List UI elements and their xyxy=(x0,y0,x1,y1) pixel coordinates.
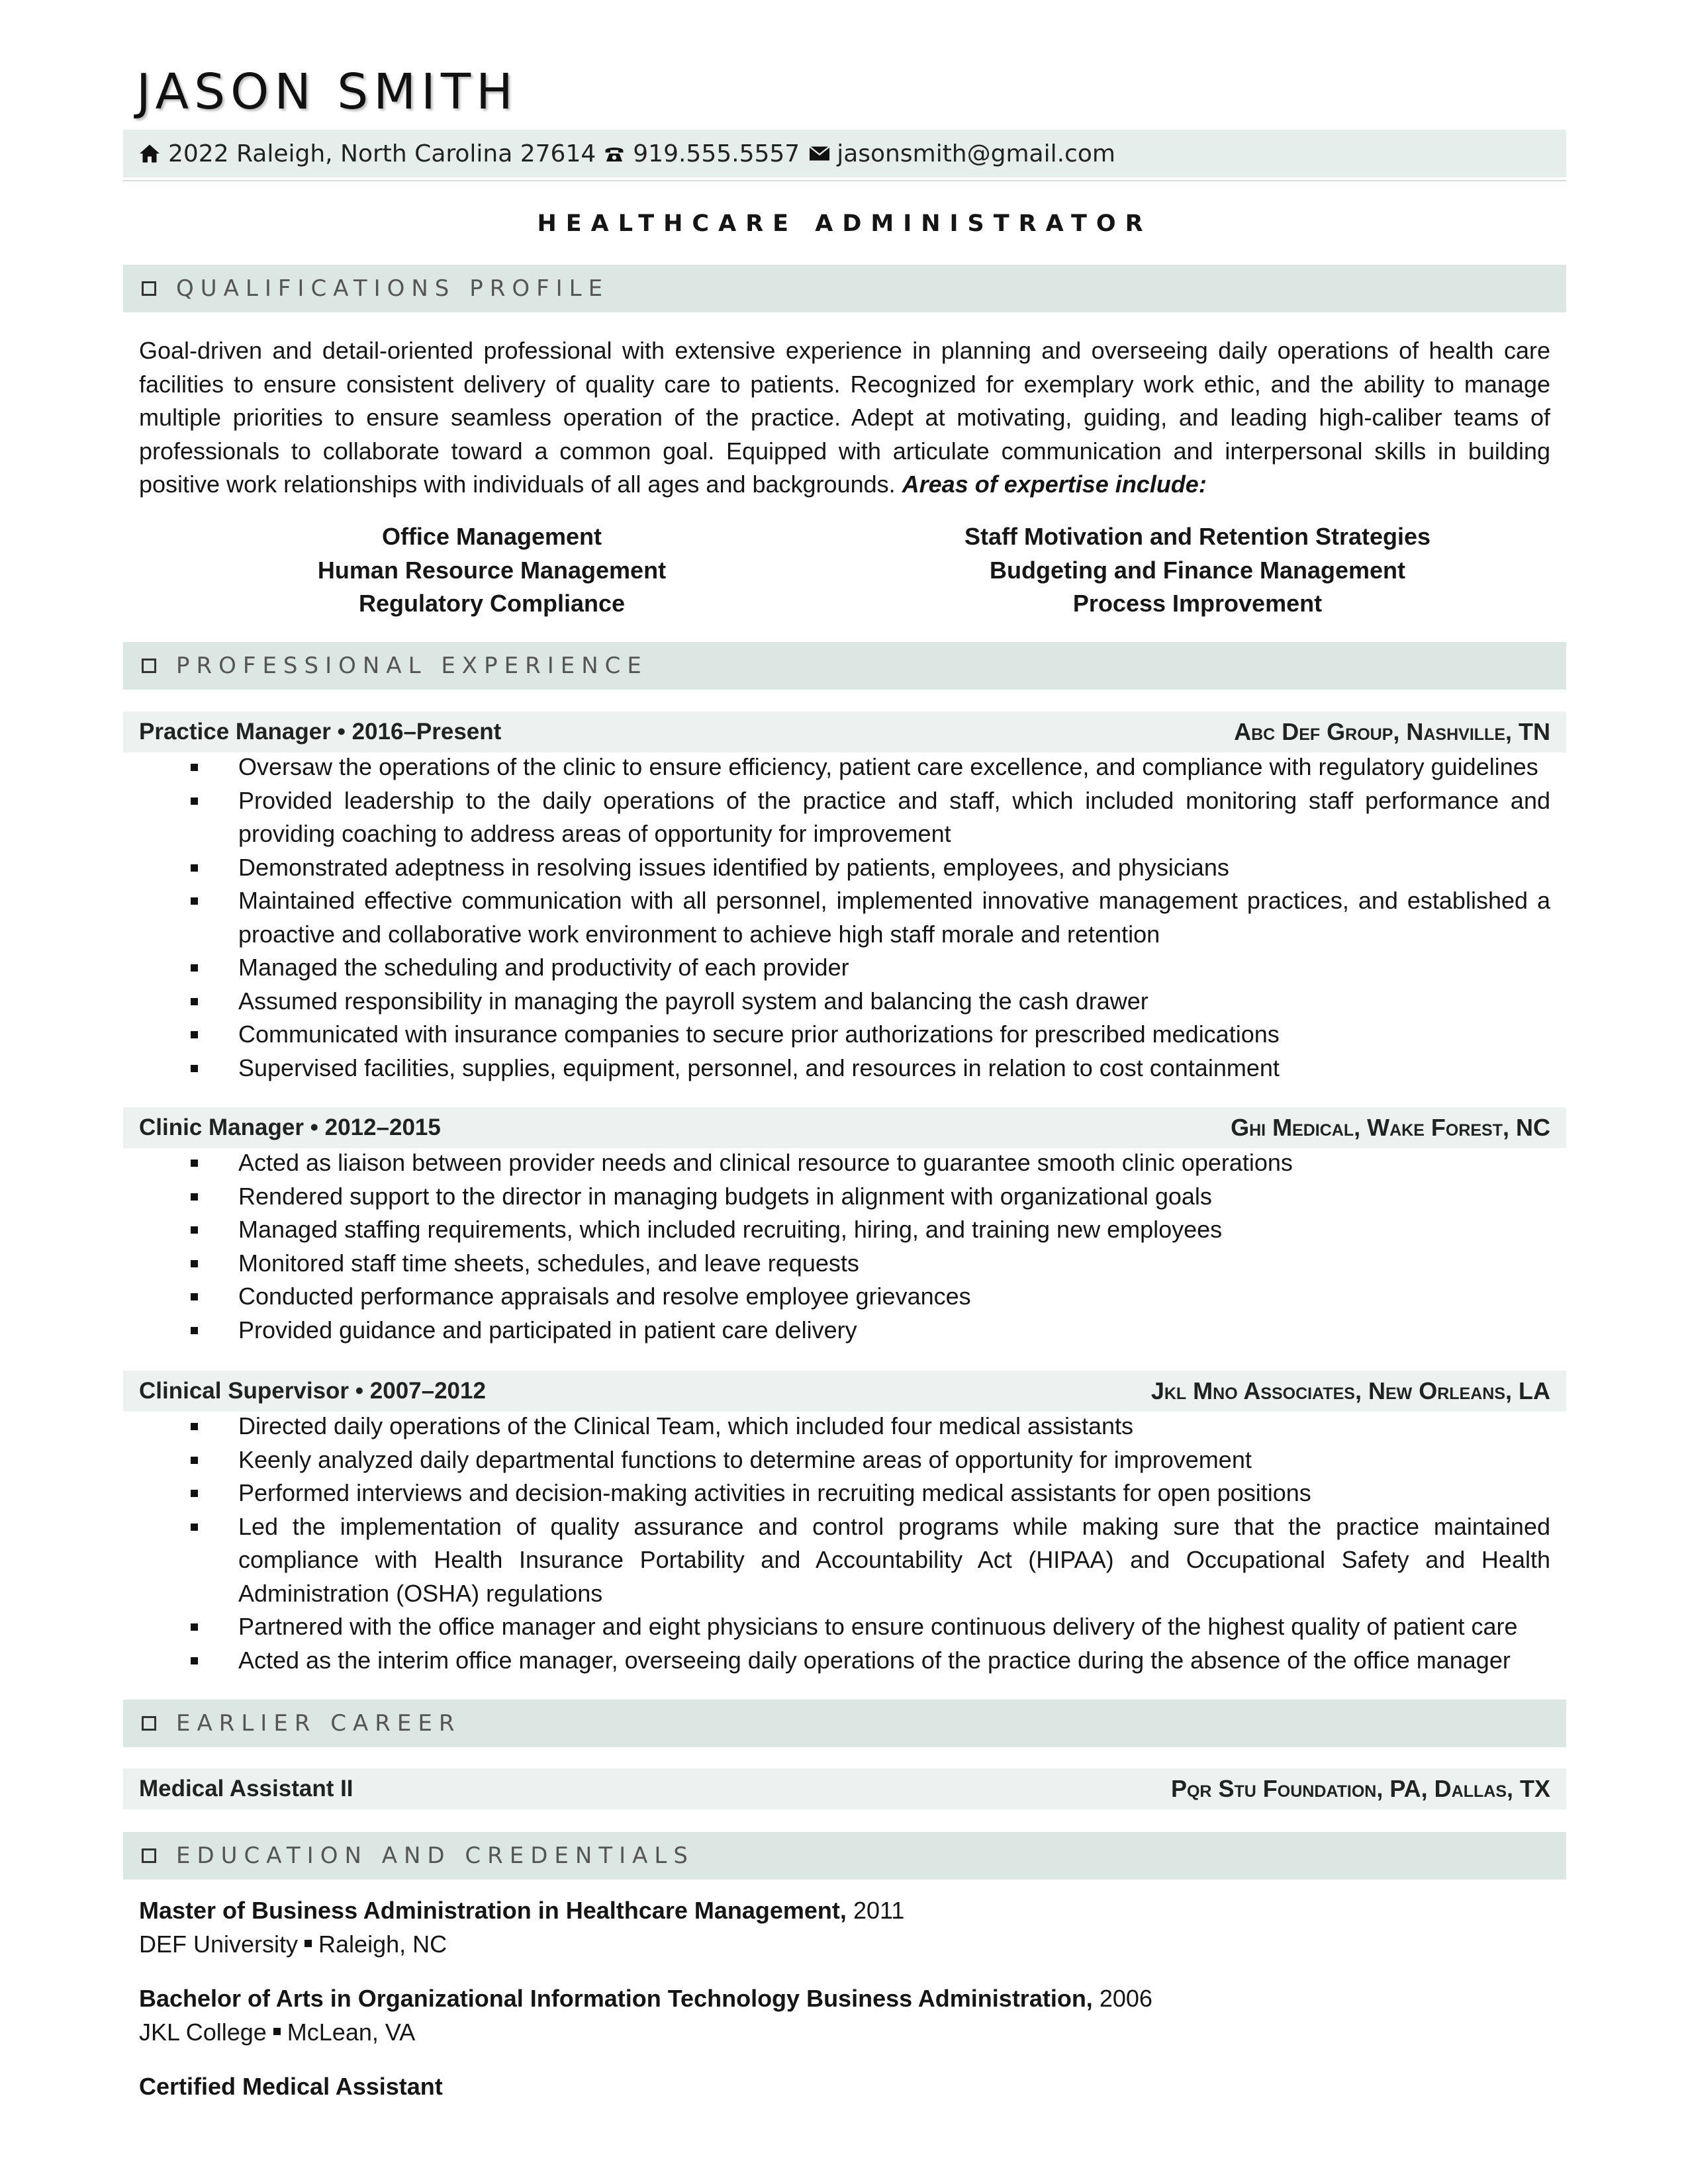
checkbox-square-icon xyxy=(142,1716,156,1731)
expertise-label: Areas of expertise include: xyxy=(902,471,1207,498)
candidate-name: JASON SMITH xyxy=(136,64,518,120)
certification-entry xyxy=(139,2070,1550,2104)
degree-name: Master of Business Administration in Healthcare Management, xyxy=(139,1897,847,1924)
job-header xyxy=(123,1371,1566,1412)
section-education xyxy=(123,1832,1566,1880)
bullet-item: Led the implementation of quality assurance and control programs while making sure that the practice maintained compliance with Health Insurance Portability and Accountability Act (HIPAA) and Occupational Safety and Health Administration (OSHA) regulations xyxy=(139,1510,1550,1611)
section-title: PROFESSIONAL EXPERIENCE xyxy=(176,653,648,679)
job-company: Jkl Mno Associates, New Orleans, LA xyxy=(1150,1377,1550,1404)
job-bullets xyxy=(139,1410,1550,1677)
job-bullets xyxy=(139,751,1550,1085)
job-title: Clinical Supervisor xyxy=(139,1378,350,1404)
job-title: Practice Manager xyxy=(139,719,331,745)
degree-year: 2006 xyxy=(1099,1985,1152,2012)
separator-square-icon xyxy=(273,2028,281,2035)
job-dates: 2007–2012 xyxy=(369,1378,486,1404)
skill-item: Human Resource Management xyxy=(317,556,667,584)
bullet-item: Provided leadership to the daily operations of the practice and staff, which included monitoring staff performance and providing coaching to address areas of opportunity for improvement xyxy=(139,784,1550,851)
job-company: Ghi Medical, Wake Forest, NC xyxy=(1231,1114,1550,1141)
mail-icon xyxy=(806,142,830,165)
bullet-item: Conducted performance appraisals and resolve employee grievances xyxy=(139,1280,1550,1314)
section-qualifications xyxy=(123,265,1566,312)
bullet-item: Assumed responsibility in managing the payroll system and balancing the cash drawer xyxy=(139,985,1550,1019)
bullet-item: Directed daily operations of the Clinical Team, which included four medical assistants xyxy=(139,1410,1550,1443)
school-name: DEF University xyxy=(139,1930,299,1958)
job-header xyxy=(123,711,1566,752)
job-company: Abc Def Group, Nashville, TN xyxy=(1234,718,1550,745)
bullet-item: Oversaw the operations of the clinic to ensure efficiency, patient care excellence, and compliance with regulatory guidelines xyxy=(139,751,1550,784)
bullet-item: Supervised facilities, supplies, equipment, personnel, and resources in relation to cost containment xyxy=(139,1052,1550,1085)
profile-summary xyxy=(139,334,1550,502)
checkbox-square-icon xyxy=(142,1848,156,1863)
bullet-item: Acted as liaison between provider needs and clinical resource to guarantee smooth clinic operations xyxy=(139,1146,1550,1180)
email-link[interactable]: jasonsmith@gmail.com xyxy=(837,140,1115,167)
certification-name: Certified Medical Assistant xyxy=(139,2073,443,2100)
school-name: JKL College xyxy=(139,2018,267,2046)
section-earlier-career xyxy=(123,1700,1566,1747)
skill-item: Staff Motivation and Retention Strategies xyxy=(964,523,1431,550)
bullet-item: Rendered support to the director in managing budgets in alignment with organizational goals xyxy=(139,1180,1550,1214)
bullet-item: Partnered with the office manager and eight physicians to ensure continuous delivery of the highest quality of patient care xyxy=(139,1610,1550,1644)
bullet-item: Provided guidance and participated in patient care delivery xyxy=(139,1314,1550,1347)
contact-bar xyxy=(123,130,1566,177)
address-text: 2022 Raleigh, North Carolina 27614 xyxy=(168,140,596,167)
section-title: EARLIER CAREER xyxy=(176,1710,461,1737)
degree-year: 2011 xyxy=(853,1897,905,1924)
skill-item: Process Improvement xyxy=(1072,590,1323,617)
header-divider xyxy=(123,180,1566,181)
bullet-item: Communicated with insurance companies to secure prior authorizations for prescribed medications xyxy=(139,1018,1550,1052)
phone-icon xyxy=(602,142,626,165)
job-title-dates: Clinic Manager • 2012–2015 xyxy=(139,1115,441,1140)
home-icon xyxy=(138,142,162,165)
section-experience xyxy=(123,642,1566,690)
degree-name: Bachelor of Arts in Organizational Information Technology Business Administration, xyxy=(139,1985,1093,2012)
school-location: Raleigh, NC xyxy=(318,1930,447,1958)
earlier-job-title: Medical Assistant II xyxy=(139,1776,353,1801)
skill-item: Budgeting and Finance Management xyxy=(989,556,1406,584)
separator-square-icon xyxy=(305,1940,312,1947)
checkbox-square-icon xyxy=(142,659,156,673)
bullet-item: Keenly analyzed daily departmental functions to determine areas of opportunity for improvement xyxy=(139,1443,1550,1477)
bullet-item: Demonstrated adeptness in resolving issues identified by patients, employees, and physicians xyxy=(139,851,1550,885)
bullet-item: Managed staffing requirements, which included recruiting, hiring, and training new employees xyxy=(139,1213,1550,1247)
education-entry xyxy=(139,1894,1550,1961)
job-title-dates: Clinical Supervisor • 2007–2012 xyxy=(139,1378,486,1404)
checkbox-square-icon xyxy=(142,281,156,296)
job-bullets xyxy=(139,1146,1550,1347)
bullet-item: Acted as the interim office manager, overseeing daily operations of the practice during the absence of the office manager xyxy=(139,1644,1550,1678)
school-location: McLean, VA xyxy=(287,2018,416,2046)
summary-text: Goal-driven and detail-oriented professional with extensive experience in planning and overseeing daily operations of health care facilities to ensure consistent delivery of quality care to patients. Recognized for exemplary work ethic, and the ability to manage multiple priorities to ensure seamless operation of the practice. Adept at motivating, guiding, and leading high-caliber teams of professionals to collaborate toward a common goal. Equipped with articulate communication and interpersonal skills in building positive work relationships with individuals of all ages and backgrounds. xyxy=(139,337,1550,498)
earlier-job-header xyxy=(123,1768,1566,1809)
education-entry xyxy=(139,1982,1550,2049)
job-dates: 2016–Present xyxy=(352,719,502,745)
section-title: EDUCATION AND CREDENTIALS xyxy=(176,1843,694,1869)
skills-grid xyxy=(139,520,1550,621)
earlier-job-company: Pqr Stu Foundation, PA, Dallas, TX xyxy=(1170,1775,1550,1802)
bullet-item: Managed the scheduling and productivity of each provider xyxy=(139,951,1550,985)
section-title: QUALIFICATIONS PROFILE xyxy=(176,275,610,302)
bullet-item: Maintained effective communication with all personnel, implemented innovative management practices, and established a proactive and collaborative work environment to achieve high staff morale and retention xyxy=(139,884,1550,951)
bullet-item: Monitored staff time sheets, schedules, and leave requests xyxy=(139,1247,1550,1281)
job-title-dates: Practice Manager • 2016–Present xyxy=(139,719,502,745)
job-header xyxy=(123,1107,1566,1148)
job-dates: 2012–2015 xyxy=(324,1115,441,1140)
bullet-item: Performed interviews and decision-making activities in recruiting medical assistants for open positions xyxy=(139,1477,1550,1510)
job-title: Clinic Manager xyxy=(139,1115,304,1140)
skill-item: Regulatory Compliance xyxy=(358,590,626,617)
job-headline: HEALTHCARE ADMINISTRATOR xyxy=(537,210,1152,237)
skill-item: Office Management xyxy=(381,523,602,550)
phone-text[interactable]: 919.555.5557 xyxy=(633,140,800,167)
